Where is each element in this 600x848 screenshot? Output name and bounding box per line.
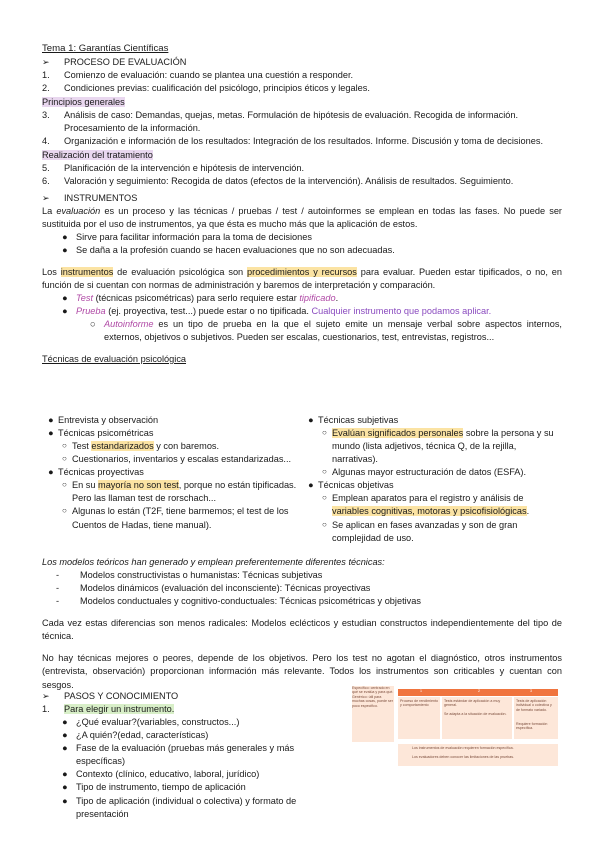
- paragraph-diferencias: Cada vez estas diferencias son menos radicales: Modelos eclécticos y estudian constructos independientemente del tipo de técnica.: [42, 618, 562, 642]
- list-item: ○ Emplean aparatos para el registro y análisis de variables cognitivas, motoras y psicofisiológicas.: [322, 493, 530, 517]
- tecnicas-columns: [42, 414, 562, 545]
- arrow-icon: ➢: [42, 691, 50, 701]
- thumbnail-footer-text: Los instrumentos de evaluación requieren formación específica.: [412, 746, 514, 750]
- thumbnail-cell-text: Se adapta a la situación de evaluación.: [444, 712, 507, 716]
- list-item: 3. Análisis de caso: Demandas, quejas, metas. Formulación de hipótesis de evaluación. Recogida de información. Procesamiento de la información.: [42, 109, 519, 133]
- header-block: [42, 42, 562, 366]
- list-item: ● Técnicas psicométricas: [48, 428, 154, 439]
- thumbnail-cell-text: Proceso de rendimiento y comportamiento: [400, 699, 438, 708]
- list-item: ● Técnicas proyectivas: [48, 467, 144, 478]
- list-item: ○ Se aplican en fases avanzadas y son de gran complejidad de uso.: [322, 519, 518, 543]
- list-item: ● Tipo de instrumento, tiempo de aplicación: [62, 782, 246, 793]
- list-item: ● Técnicas objetivas: [308, 480, 394, 491]
- thumbnail-cell-text: Requiere formación específica.: [516, 722, 548, 731]
- section-heading-text: PASOS Y CONOCIMIENTO: [64, 691, 179, 701]
- tecnicas-heading: Técnicas de evaluación psicológica: [42, 353, 187, 364]
- list-item: ● Entrevista y observación: [48, 415, 159, 425]
- list-item: ○ Algunas mayor estructuración de datos (ESFA).: [322, 467, 527, 478]
- list-item: ● Sirve para facilitar información para la toma de decisiones: [62, 232, 312, 243]
- thumbnail-footer-text: Los evaluadores deben conocer las limitaciones de las pruebas.: [412, 755, 515, 759]
- list-item: - Modelos dinámicos (evaluación del inconsciente): Técnicas proyectivas: [56, 583, 371, 594]
- thumbnail-header-3: 3: [530, 689, 532, 693]
- list-item: 1. Comienzo de evaluación: cuando se plantea una cuestión a responder.: [42, 69, 354, 80]
- list-item: 6. Valoración y seguimiento: Recogida de datos (efectos de la intervención). Análisis de resultados. Seguimiento.: [42, 176, 514, 187]
- thumbnail-note: Específico: centrado en qué se evalúa y para qué. Genérico: útil para muchas cosas, puede ser poco específico.: [352, 686, 394, 742]
- list-item: ○ Algunas lo están (T2F, tiene barmemos; el test de los Cuentos de Hadas, tiene manual).: [62, 506, 289, 530]
- list-item: 2. Condiciones previas: cualificación del psicólogo, principios éticos y legales.: [42, 82, 370, 93]
- list-item: ● ¿A quién?(edad, características): [62, 730, 209, 741]
- arrow-icon: ➢: [42, 56, 50, 67]
- list-item: ● Fase de la evaluación (pruebas más generales y más específicas): [62, 743, 295, 767]
- list-item-prueba: ● Prueba (ej. proyectiva, test...) puede estar o no tipificada. Cualquier instrumento que podamos aplicar.: [62, 305, 492, 316]
- list-item: - Modelos constructivistas o humanistas: Técnicas subjetivas: [56, 570, 323, 581]
- section-heading-text: INSTRUMENTOS: [64, 193, 138, 204]
- pasos-block: [42, 690, 342, 821]
- list-item: - Modelos conductuales y cognitivo-conductuales: Técnicas psicométricas y objetivas: [56, 596, 421, 607]
- list-item: ○ Cuestionarios, inventarios y escalas estandarizadas...: [62, 454, 292, 465]
- thumbnail-header-2: 2: [478, 689, 480, 693]
- list-item: ○ En su mayoría no son test, porque no están tipificadas. Pero las llaman test de rorschach...: [62, 480, 297, 504]
- list-item: ○ Evalúan significados personales sobre la persona y su mundo (lista adjetivos, técnica Q, de la rejilla, narrativas).: [322, 428, 554, 465]
- modelos-intro: Los modelos teóricos han generado y emplean preferentemente diferentes técnicas:: [42, 557, 385, 567]
- modelos-block: [42, 556, 562, 692]
- principios-heading: Principios generales: [42, 96, 125, 107]
- page-title: Tema 1: Garantías Científicas: [42, 43, 169, 54]
- list-item: 1. Para elegir un instrumento.: [42, 704, 175, 715]
- realizacion-heading: Realización del tratamiento: [42, 150, 153, 161]
- tecnicas-left-column: [42, 414, 302, 545]
- list-item-test: ● Test (técnicas psicométricas) para serlo requiere estar tipificado.: [62, 292, 339, 303]
- section-heading-text: PROCESO DE EVALUACIÓN: [64, 56, 187, 67]
- list-item: ● Técnicas subjetivas: [308, 415, 399, 425]
- list-item: 5. Planificación de la intervención e hipótesis de intervención.: [42, 163, 305, 174]
- section-proceso-heading: [42, 56, 562, 69]
- list-item: ○ Test estandarizados y con baremos.: [62, 441, 220, 452]
- list-item: 4. Organización e información de los resultados: Integración de los resultados. Informe. Discusión y toma de decisiones.: [42, 135, 544, 146]
- thumbnail-cell-text: Tests estándar de aplicación a muy general.: [444, 699, 501, 708]
- list-item: ● Se daña a la profesión cuando se hacen evaluaciones que no son adecuadas.: [62, 245, 395, 256]
- section-instrumentos-heading: [42, 192, 562, 205]
- list-item: ● Contexto (clínico, educativo, laboral, jurídico): [62, 769, 260, 780]
- list-item-autoinforme: ○ Autoinforme es un tipo de prueba en la que el sujeto emite un mensaje verbal sobre aspectos internos, externos, objetivos o subjetivos. Pueden ser escalas, cuestionarios, test, entrevistas, registros...: [90, 318, 562, 342]
- section-pasos-heading: [42, 690, 342, 703]
- arrow-icon: ➢: [42, 193, 50, 204]
- paragraph-evaluacion: La evaluación es un proceso y las técnicas / pruebas / test / autoinformes se emplean en todas las fases. No puede ser sustituida por el uso de instrumentos, ya que ésta es mucho más que la aplicación de estos.: [42, 206, 562, 230]
- paragraph-mejores: No hay técnicas mejores o peores, depende de los objetivos. Pero los test no agotan el diagnóstico, otros instrumentos (entrevista, observación) proporcionan información más relevante. Todos los instrumentos son criticables y cuentan con sesgos.: [42, 653, 562, 690]
- tecnicas-right-column: [302, 414, 562, 545]
- list-item: ● ¿Qué evaluar?(variables, constructos...): [62, 717, 240, 728]
- list-item: ● Tipo de aplicación (individual o colectiva) y formato de presentación: [62, 795, 297, 819]
- thumbnail-cell-text: Tests de aplicación individual o colectiva y de formato variado.: [516, 699, 552, 712]
- thumbnail-header-1: 1: [420, 689, 422, 693]
- paragraph-instrumentos: Los instrumentos de evaluación psicológica son procedimientos y recursos para evaluar. Pueden estar tipificados, o no, en función de si cuentan con normas de administración y baremos de interpretación y comparación.: [42, 266, 562, 290]
